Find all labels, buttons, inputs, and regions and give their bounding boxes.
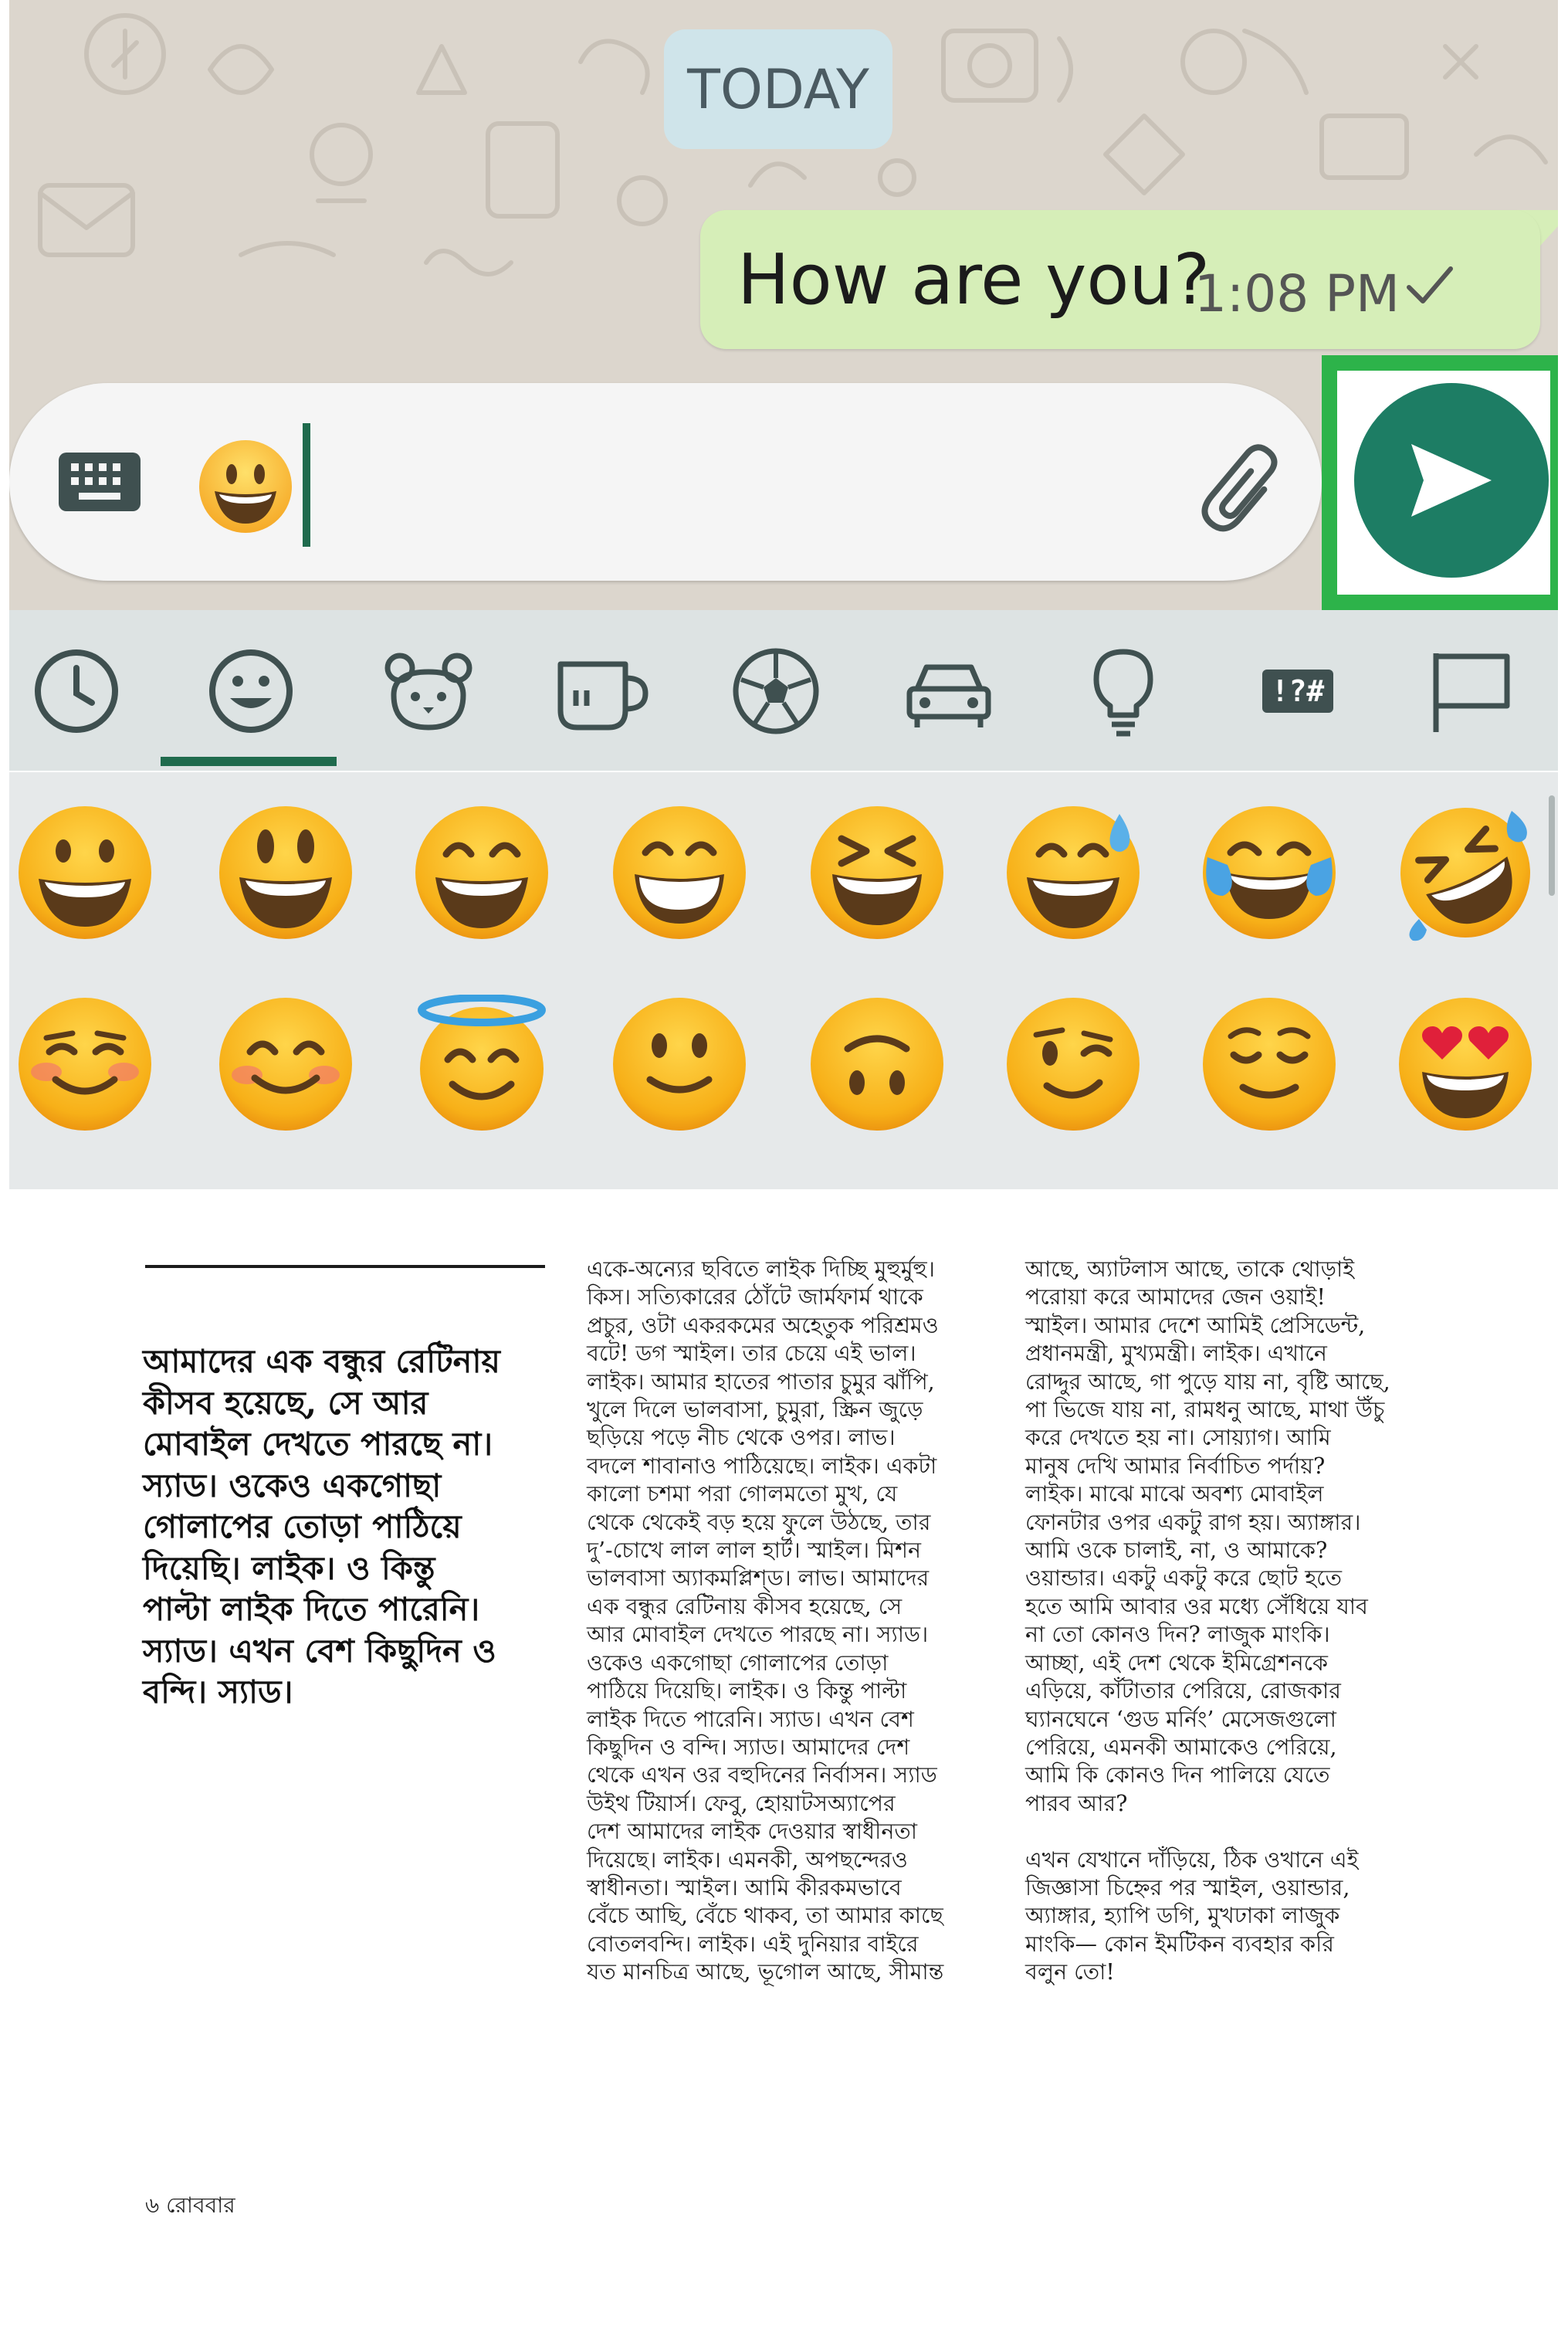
halo-smile-icon[interactable] (412, 995, 551, 1134)
grinning-smiling-eyes-icon[interactable] (412, 803, 551, 942)
send-arrow-icon (1405, 438, 1498, 523)
send-button[interactable] (1354, 383, 1549, 578)
message-text: How are you? (737, 239, 1211, 320)
food-cup-icon[interactable] (551, 641, 652, 741)
grinning-face-icon (196, 437, 295, 536)
beaming-face-icon[interactable] (610, 803, 749, 942)
message-time: 1:08 PM (1194, 264, 1400, 324)
objects-bulb-icon[interactable] (1073, 641, 1173, 741)
emoji-grid (9, 772, 1558, 1189)
blushing-smile-icon[interactable] (15, 995, 154, 1134)
outgoing-message-bubble[interactable] (700, 210, 1540, 349)
grinning-face-icon[interactable] (15, 803, 154, 942)
pull-quote: আমাদের এক বন্ধুর রেটিনায় কীসব হয়েছে, সে আর মোবাইল দেখতে পারছে না। স্যাড। ওকেও একগোছা গোলাপের তোড়া পাঠিয়ে দিয়েছি। লাইক। ও কিন্তু পাল্টা লাইক দিতে পারেনি। স্যাড। এখন বেশ কিছুদিন ও বন্দি। স্যাড। (143, 1342, 500, 1711)
relieved-face-icon[interactable] (1200, 995, 1339, 1134)
keyboard-icon[interactable] (57, 451, 142, 513)
winking-face-icon[interactable] (1004, 995, 1143, 1134)
date-chip: TODAY (664, 29, 892, 149)
emoji-scrollbar[interactable] (1549, 795, 1555, 896)
activity-ball-icon[interactable] (726, 641, 826, 741)
grinning-sweat-icon[interactable] (1004, 803, 1143, 942)
pull-quote-rule (145, 1265, 545, 1268)
selected-tab-indicator (161, 757, 337, 766)
emoji-category-bar (9, 610, 1558, 771)
rolling-laughing-icon[interactable] (1396, 803, 1535, 942)
text-caret (303, 423, 310, 547)
chat-screenshot (9, 0, 1558, 610)
symbols-label: !?# (1262, 670, 1334, 713)
recent-clock-icon[interactable] (26, 641, 127, 741)
article-column-1: একে-অন্যের ছবিতে লাইক দিচ্ছি মুহুর্মুহু। কিস। সত্যিকারের ঠোঁটে জার্মফার্ম থাকে প্রচুর, ওটা একরকমের অহেতুক পরিশ্রমও বটে! ডগ স্মাইল। তার চেয়ে এই ভাল। লাইক। আমার হাতের পাতার চুমুর ঝাঁপি, খুলে দিলে ভালবাসা, চুমুরা, স্ক্রিন জুড়ে ছড়িয়ে পড়ে নীচ থেকে ওপর। লাভ। বদলে শাবানাও পাঠিয়েছে। লাইক। একটা কালো চশমা পরা গোলমতো মুখ, যে থেকে থেকেই বড় হয়ে ফুলে উঠছে, তার দু’-চোখে লাল লাল হার্ট। স্মাইল। মিশন ভালবাসা অ্যাকমপ্লিশ্‌ড। লাভ। আমাদের এক বন্ধুর রেটিনায় কীসব হয়েছে, সে আর মোবাইল দেখতে পারছে না। স্যাড। ওকেও একগোছা গোলাপের তোড়া পাঠিয়ে দিয়েছি। লাইক। ও কিন্তু পাল্টা লাইক দিতে পারেনি। স্যাড। এখন বেশ কিছুদিন ও বন্দি। স্যাড। আমাদের দেশ থেকে এখন ওর বহুদিনের নির্বাসন। স্যাড উইথ টিয়ার্স। ফেবু, হোয়াটসঅ্যাপের দেশ আমাদের লাইক দেওয়ার স্বাধীনতা দিয়েছে। লাইক। এমনকী, অপছন্দেরও স্বাধীনতা। স্মাইল। আমি কীরকমভাবে বেঁচে আছি, বেঁচে থাকব, তা আমার কাছে বোতলবন্দি। লাইক। এই দুনিয়ার বাইরে যত মানচিত্র আছে, ভূগোল আছে, সীমান্ত (587, 1256, 944, 1985)
article-column-2: আছে, অ্যাটলাস আছে, তাকে থোড়াই পরোয়া করে আমাদের জেন ওয়াই! স্মাইল। আমার দেশে আমিই প্রেসিডেন্ট, প্রধানমন্ত্রী, মুখ্যমন্ত্রী। লাইক। এখানে রোদ্দুর আছে, গা পুড়ে যায় না, বৃষ্টি আছে, পা ভিজে যায় না, রামধনু আছে, মাথা উঁচু করে দেখতে হয় না। সোয়্যাগ। আমি মানুষ দেখি আমার নির্বাচিত পর্দায়? লাইক। মাঝে মাঝে অবশ্য মোবাইল ফোনটার ওপর একটু রাগ হয়। অ্যাঙ্গার। আমি ওকে চালাই, না, ও আমাকে? ওয়ান্ডার। একটু একটু করে ছোট হতে হতে আমি আবার ওর মধ্যে সেঁধিয়ে যাব না তো কোনও দিন? লাজুক মাংকি। আচ্ছা, এই দেশ থেকে ইমিগ্রেশনকে এড়িয়ে, কাঁটাতার পেরিয়ে, রোজকার ঘ্যানঘেনে ‘গুড মর্নিং’ মেসেজগুলো পেরিয়ে, এমনকী আমাকেও পেরিয়ে, আমি কি কোনও দিন পালিয়ে যেতে পারব আর? এখন যেখানে দাঁড়িয়ে, ঠিক ওখানে এই জিজ্ঞাসা চিহ্নের পর স্মাইল, ওয়ান্ডার, অ্যাঙ্গার, হ্যাপি ডগি, মুখঢাকা লাজুক মাংকি— কোন ইমটিকন ব্যবহার করি বলুন তো! (1025, 1256, 1390, 1985)
symbols-icon[interactable] (1248, 641, 1348, 741)
animals-bear-icon[interactable] (378, 641, 479, 741)
grinning-face-big-eyes-icon[interactable] (216, 803, 355, 942)
slight-smile-icon[interactable] (610, 995, 749, 1134)
heart-eyes-icon[interactable] (1396, 995, 1535, 1134)
travel-car-icon[interactable] (899, 641, 999, 741)
sent-check-icon (1403, 258, 1457, 312)
squinting-laugh-icon[interactable] (808, 803, 947, 942)
message-composer[interactable] (9, 383, 1322, 581)
tears-of-joy-icon[interactable] (1200, 803, 1339, 942)
flags-icon[interactable] (1421, 641, 1521, 741)
upside-down-face-icon[interactable] (808, 995, 947, 1134)
smiling-eyes-icon[interactable] (216, 995, 355, 1134)
page-footer: ৬ রোববার (145, 2192, 235, 2218)
paperclip-icon[interactable] (1194, 437, 1295, 537)
smileys-icon[interactable] (201, 641, 301, 741)
